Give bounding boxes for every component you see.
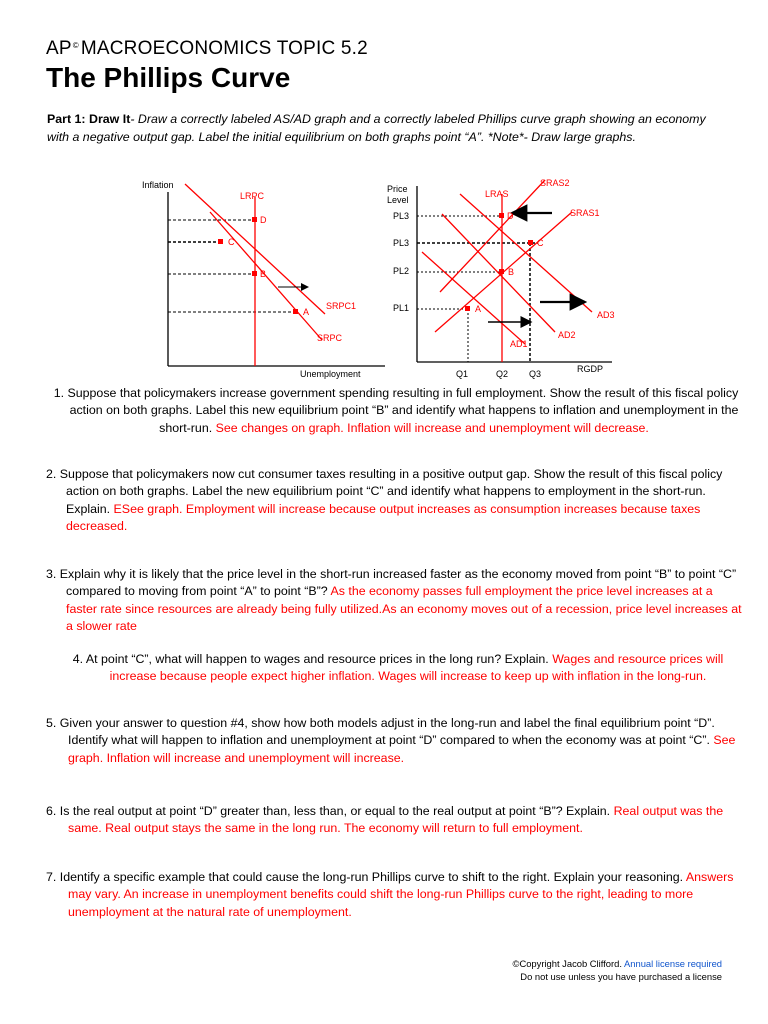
asad-point-c-marker	[528, 240, 533, 245]
question-2-answer: ESee graph. Employment will increase because output increases as consumption increases because taxes decreased.	[66, 501, 701, 533]
srpc1-label: SRPC1	[326, 301, 357, 311]
point-b-marker	[252, 271, 257, 276]
copyright-footer	[513, 958, 722, 983]
question-3: 3. Explain why it is likely that the price level in the short-run increased faster as the economy moved from point “B” to point “C” compared to moving from point “A” to point “B”? As the economy passes full employment the price level increases at a faster rate since resources are already being fully utilized.As an economy moves out of a recession, price level increases at a slower rate	[46, 567, 742, 633]
point-b-label: B	[260, 269, 267, 279]
point-c-marker	[218, 239, 223, 244]
asad-point-a-label: A	[475, 304, 482, 314]
license-link[interactable]: Annual license required	[624, 958, 722, 969]
copyright-text: ©Copyright Jacob Clifford.	[512, 958, 622, 969]
point-d-label: D	[260, 215, 267, 225]
question-4-text: At point “C”, what will happen to wages and resource prices in the long run? Explain.	[85, 652, 549, 666]
part1-instructions	[47, 110, 727, 146]
asad-point-b-label: B	[508, 267, 515, 277]
q1-label: Q1	[456, 369, 469, 379]
question-1: 1. Suppose that policymakers increase government spending resulting in full employment. Show the result of this fiscal policy action on both graphs. Label this new equilibrium point “B” and identify what happens to inflation and unemployment in the short-run. See changes on graph. Inflation will increase and unemployment will decrease.	[53, 386, 739, 435]
phillips-curve-graph	[130, 172, 390, 380]
inflation-axis-label: Inflation	[142, 180, 174, 190]
question-5-answer: See graph. Inflation will increase and unemployment will increase.	[68, 733, 736, 765]
question-6-text: Is the real output at point “D” greater than, less than, or equal to the real output at point “B”? Explain.	[59, 804, 611, 818]
question-5-text: Given your answer to question #4, show how both models adjust in the long-run and label the final equilibrium point “D”. Identify what will happen to inflation and unemployment at point “D” compared to when the economy was at point “C”.	[59, 716, 715, 748]
question-5: 5. Given your answer to question #4, show how both models adjust in the long-run and label the final equilibrium point “D”. Identify what will happen to inflation and unemployment at point “D” compared to when the economy was at point “C”. See graph. Inflation will increase and unemployment will increase.	[46, 716, 736, 765]
question-4-answer: Wages and resource prices will increase because people expect higher inflation. Wages will increase to keep up with inflation in the long-run.	[109, 652, 724, 684]
topic-kicker: AP© MACROECONOMICS TOPIC 5.2	[46, 38, 368, 59]
point-a-marker	[293, 309, 298, 314]
unemployment-axis-label: Unemployment	[300, 369, 361, 379]
license-notice: Do not use unless you have purchased a license	[520, 970, 722, 982]
q3-label: Q3	[529, 369, 542, 379]
pl2-label: PL2	[393, 266, 410, 276]
question-7-text: Identify a specific example that could cause the long-run Phillips curve to shift to the right. Explain your reasoning.	[59, 870, 684, 884]
question-3-answer: As the economy passes full employment the price level increases at a faster rate since resources are already being fully utilized.As an economy moves out of a recession, price level increases at a slower rate	[66, 584, 742, 633]
ad2-label: AD2	[558, 330, 576, 340]
lras-label: LRAS	[485, 189, 509, 199]
question-2: 2. Suppose that policymakers now cut consumer taxes resulting in a positive output gap. Show the result of this fiscal policy action on both graphs. Label the new equilibrium point “C” and identify what happens to employment in the short-run. Explain. ESee graph. Employment will increase because output increases as consumption increases because taxes decreased.	[46, 467, 723, 533]
question-2-text: Suppose that policymakers now cut consumer taxes resulting in a positive output gap. Show the result of this fiscal policy action on both graphs. Label the new equilibrium point “C” and identify what happens to employment in the short-run. Explain.	[59, 467, 723, 516]
ad1-label: AD1	[510, 339, 528, 349]
question-1-answer: See changes on graph. Inflation will increase and unemployment will decrease.	[215, 420, 649, 435]
asad-point-d-marker	[499, 213, 504, 218]
asad-point-c-label: C	[537, 238, 544, 248]
lrpc-label: LRPC	[240, 191, 265, 201]
point-d-marker	[252, 217, 257, 222]
asad-point-d-label: D	[507, 211, 514, 221]
question-4: 4. At point “C”, what will happen to wages and resource prices in the long run? Explain. Wages and resource prices will increase because people expect higher inflation. Wages will increase to keep up with inflation in the long-run.	[72, 652, 724, 684]
question-6: 6. Is the real output at point “D” greater than, less than, or equal to the real output at point “B”? Explain. Real output was the same. Real output stays the same in the long run. The economy will return to full employment.	[46, 804, 724, 836]
sras1-label: SRAS1	[570, 208, 600, 218]
ad2-line	[442, 214, 555, 332]
point-a-label: A	[303, 307, 310, 317]
srpc-label: SRPC	[317, 333, 343, 343]
page-title: The Phillips Curve	[46, 62, 291, 93]
rgdp-axis-label: RGDP	[577, 364, 604, 374]
question-7: 7. Identify a specific example that could cause the long-run Phillips curve to shift to the right. Explain your reasoning. Answers may vary. An increase in unemployment benefits could shift the long-run Phillips curve to the right, leading to more unemployment at the natural rate of unemployment.	[46, 870, 734, 919]
ad3-label: AD3	[597, 310, 615, 320]
question-3-text: Explain why it is likely that the price level in the short-run increased faster as the economy moved from point “B” to point “C” compared to moving from point “A” to point “B”?	[59, 567, 737, 599]
asad-point-a-marker	[465, 306, 470, 311]
pl1-label: PL1	[393, 303, 410, 313]
question-1-text: Suppose that policymakers increase government spending resulting in full employment. Show the result of this fiscal policy action on both graphs. Label this new equilibrium point “B” and identify what happens to inflation and unemployment in the short-run.	[67, 386, 739, 435]
part1-lead: Part 1: Draw It	[47, 112, 131, 126]
price-level-axis-label-1: Price	[387, 184, 408, 194]
as-ad-graph	[380, 172, 640, 380]
q2-label: Q2	[496, 369, 509, 379]
part1-text: - Draw a correctly labeled AS/AD graph and a correctly labeled Phillips curve graph showing an economy with a negative output gap. Label the initial equilibrium on both graphs point “A”. *Note*- Draw large graphs.	[47, 112, 706, 144]
sras2-label: SRAS2	[540, 178, 570, 188]
asad-point-b-marker	[499, 269, 504, 274]
pl3-label: PL3	[393, 238, 410, 248]
point-c-label: C	[228, 237, 235, 247]
question-6-answer: Real output was the same. Real output stays the same in the long run. The economy will return to full employment.	[68, 804, 724, 836]
question-7-answer: Answers may vary. An increase in unemployment benefits could shift the long-run Phillips curve to the right, leading to more unemployment at the natural rate of unemployment.	[68, 870, 734, 919]
price-level-axis-label-2: Level	[387, 195, 409, 205]
pl3-top-label: PL3	[393, 211, 410, 221]
